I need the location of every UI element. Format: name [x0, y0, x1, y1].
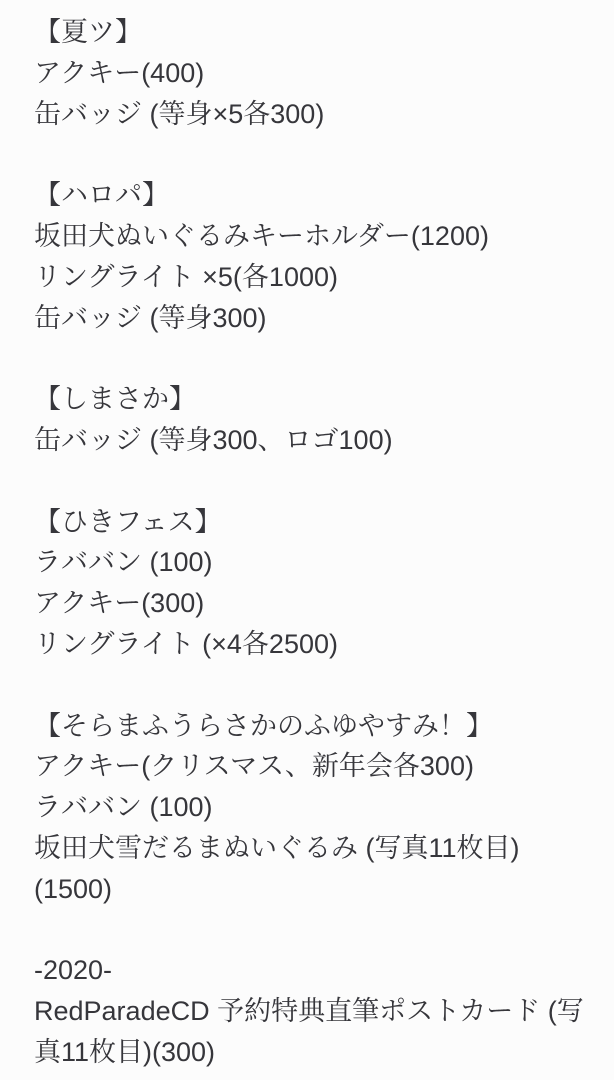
merch-item: 缶バッジ (等身300、ロゴ100)	[34, 424, 393, 455]
section-title-shimasaka: 【しまさか】	[34, 384, 196, 415]
merch-item-wrap-continuation: (1500)	[34, 873, 113, 904]
merch-item: アクキー(300)	[34, 588, 205, 619]
merch-item: リングライト ×5(各1000)	[34, 261, 338, 292]
merch-item: アクキー(400)	[34, 57, 205, 88]
merch-item: ラババン (100)	[34, 792, 213, 823]
section-title-hikifes: 【ひきフェス】	[34, 506, 222, 537]
merch-item: 坂田犬ぬいぐるみキーホルダー(1200)	[34, 220, 489, 251]
merch-item: 缶バッジ (等身300)	[34, 302, 267, 333]
merch-item: リングライト (×4各2500)	[34, 628, 338, 659]
section-title-fuyuyasumi: 【そらまふうらさかのふゆやすみ！】	[34, 710, 493, 741]
merch-item-wrap-continuation: 真11枚目)(300)	[34, 1036, 216, 1067]
section-gap	[34, 134, 584, 175]
section-title-2020: -2020-	[34, 955, 113, 986]
section-gap	[34, 461, 584, 502]
merch-item: RedParadeCD 予約特典直筆ポストカード (写	[34, 996, 584, 1027]
section-gap	[34, 665, 584, 706]
section-title-natsu-tour: 【夏ツ】	[34, 17, 142, 47]
merch-item: ラババン (100)	[34, 547, 213, 578]
merch-item: アクキー(クリスマス、新年会各300)	[34, 751, 474, 782]
section-gap	[34, 910, 584, 951]
section-title-halopa: 【ハロパ】	[34, 180, 169, 211]
section-gap	[34, 338, 584, 379]
merch-item: 缶バッジ (等身×5各300)	[34, 98, 325, 129]
merch-item: 坂田犬雪だるまぬいぐるみ (写真11枚目)	[34, 832, 520, 863]
